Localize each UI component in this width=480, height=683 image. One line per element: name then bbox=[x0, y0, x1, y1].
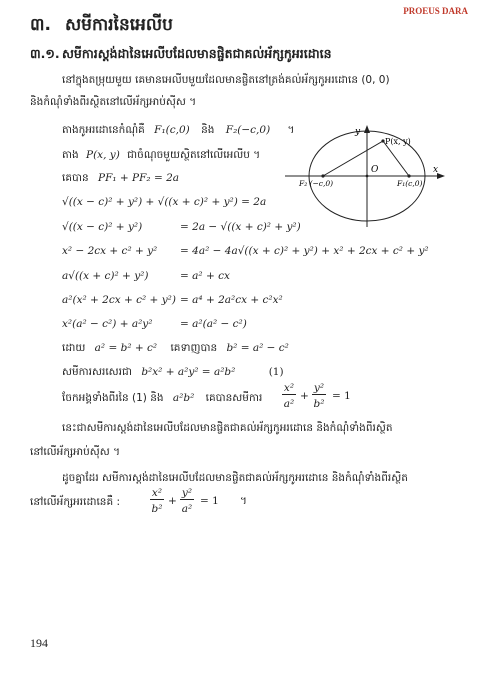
point-line bbox=[62, 149, 260, 164]
origin-label: O bbox=[371, 165, 379, 175]
eq-row-4-rhs: = a² + cx bbox=[180, 270, 230, 282]
definition-equation: PF₁ + PF₂ = 2a bbox=[98, 172, 180, 184]
foci-and: និង bbox=[201, 124, 215, 136]
eq-row-3-rhs: = 4a² − 4a√((x + c)² + y²) + x² + 2cx + c² + y² bbox=[180, 245, 429, 257]
fraction-y: y² bbox=[313, 382, 325, 394]
similar-end: ។ bbox=[240, 495, 247, 507]
y-axis-arrow bbox=[364, 125, 370, 133]
page-number: 194 bbox=[30, 636, 48, 650]
definition-line bbox=[62, 172, 179, 187]
foci-line bbox=[62, 124, 294, 139]
divide-by: a²b² bbox=[172, 392, 195, 404]
eq-row-6-rhs: = a²(a² − c²) bbox=[180, 318, 247, 330]
x-axis-label: x bbox=[433, 165, 439, 175]
definition-prefix: គេបាន bbox=[62, 172, 89, 184]
similar-line-2: នៅលើអ័ក្សអរដោនេគឺ : bbox=[30, 496, 120, 508]
ellipse-diagram bbox=[285, 122, 450, 230]
divide-prefix: ចែកអង្គទាំងពីរនៃ (1) និង bbox=[62, 392, 164, 404]
conclusion-line-1: នេះជាសមីការស្តង់ដានៃអេលីបដែលមានផ្ចិតជាគល់អ័ក្សកូអរដោនេ និងកំណុំទាំងពីរស្ថិត bbox=[62, 422, 393, 434]
similar-fraction-y: y² bbox=[181, 487, 193, 499]
equation-label: (1) bbox=[268, 366, 284, 378]
since-equation: a² = b² + c² bbox=[94, 342, 158, 354]
point-prefix: តាង bbox=[62, 149, 79, 161]
divide-mid: គេបានសមីការ bbox=[205, 392, 263, 404]
brand-label: PROEUS DARA bbox=[403, 6, 468, 16]
fraction-x: x² bbox=[283, 382, 295, 394]
focus-2-dot bbox=[321, 174, 324, 177]
subsection-title: សមីការស្តង់ដានៃអេលីបដែលមានផ្ចិតជាគល់អ័ក្សកូអរដោនេ bbox=[62, 46, 332, 61]
since-equation-2: b² = a² − c² bbox=[226, 342, 289, 354]
focus-2: F₂(−c,0) bbox=[225, 124, 271, 136]
eq-row-2-lhs: √((x − c)² + y²) bbox=[62, 221, 143, 233]
segment-pf1 bbox=[383, 141, 409, 176]
written-prefix: សមីការសរសេរជា bbox=[62, 366, 132, 378]
section-title: សមីការនៃអេលីប bbox=[65, 15, 173, 35]
similar-fraction-plus: + bbox=[168, 495, 177, 507]
focus-1-label: F₁(c,0) bbox=[397, 179, 423, 188]
origin-dot bbox=[366, 175, 369, 178]
since-line bbox=[62, 342, 289, 357]
similar-fraction-b: b² bbox=[151, 503, 163, 515]
foci-end: ។ bbox=[287, 124, 295, 136]
intro-line-1: នៅក្នុងតម្រុយមួយ គេមានអេលីបមួយដែលមានផ្ចិតនៅត្រង់គល់អ័ក្សកូអរដោនេ (0, 0) bbox=[62, 74, 390, 86]
similar-fraction-equals-one: = 1 bbox=[200, 495, 219, 507]
focus-1-dot bbox=[407, 174, 410, 177]
since-prefix: ដោយ bbox=[62, 342, 86, 354]
focus-1: F₁(c,0) bbox=[154, 124, 190, 136]
eq-row-2-rhs: = 2a − √((x + c)² + y²) bbox=[180, 221, 301, 233]
eq-row-1: √((x − c)² + y²) + √((x + c)² + y²) = 2a bbox=[62, 196, 267, 208]
fraction-a: a² bbox=[283, 398, 295, 410]
similar-fraction-a: a² bbox=[181, 503, 193, 515]
written-line bbox=[62, 366, 284, 381]
subsection-number: ៣.១. bbox=[30, 46, 60, 61]
focus-2-label: F₂ (−c,0) bbox=[299, 179, 334, 188]
similar-line-1: ដូចគ្នាដែរ សមីការស្តង់ដានៃអេលីបដែលមានផ្ចិតជាគល់អ័ក្សកូអរដោនេ និងកំណុំទាំងពីរស្ថិត bbox=[62, 472, 408, 484]
foci-text: តាងកូអរដោនេកំណុំគឺ bbox=[62, 124, 145, 136]
point-p-label: P(x, y) bbox=[385, 137, 411, 146]
point-suffix: ជាចំណុចមួយស្ថិតនៅលើអេលីប ។ bbox=[127, 149, 261, 161]
conclusion-line-2: នៅលើអ័ក្សអាប់ស៊ីស ។ bbox=[30, 446, 121, 458]
divide-line bbox=[62, 392, 262, 407]
eq-row-6-lhs: x²(a² − c²) + a²y² bbox=[62, 318, 153, 330]
eq-row-4-lhs: a√((x + c)² + y²) bbox=[62, 270, 149, 282]
fraction-plus: + bbox=[300, 390, 309, 402]
eq-row-5-rhs: = a⁴ + 2a²cx + c²x² bbox=[180, 294, 283, 306]
eq-row-5-lhs: a²(x² + 2cx + c² + y²) bbox=[62, 294, 176, 306]
x-axis-arrow bbox=[437, 173, 445, 179]
written-equation: b²x² + a²y² = a²b² bbox=[141, 366, 236, 378]
y-axis-label: y bbox=[355, 127, 361, 137]
similar-fraction-x: x² bbox=[151, 487, 163, 499]
since-mid: គេទាញបាន bbox=[170, 342, 218, 354]
eq-row-3-lhs: x² − 2cx + c² + y² bbox=[62, 245, 158, 257]
fraction-b: b² bbox=[313, 398, 325, 410]
fraction-equals-one: = 1 bbox=[332, 390, 351, 402]
section-number: ៣. bbox=[30, 15, 51, 35]
intro-line-2: និងកំណុំទាំងពីរស្ថិតនៅលើអ័ក្សអាប់ស៊ីស ។ bbox=[30, 96, 197, 108]
point-p: P(x, y) bbox=[86, 149, 120, 161]
